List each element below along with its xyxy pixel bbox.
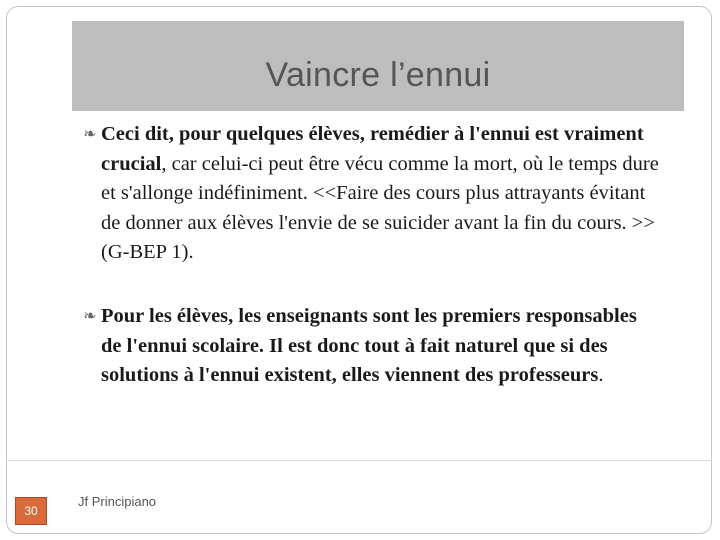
bullet-text: [101, 120, 661, 268]
bullet-marker-icon: ❧: [83, 126, 97, 143]
page-number-badge: 30: [15, 497, 47, 525]
slide-title: Vaincre l’ennui: [265, 56, 491, 94]
bullet-bold-text: Ceci dit, pour quelques élèves, remédier à l'ennui est vraiment crucial: [101, 123, 644, 175]
footer-divider: [6, 460, 712, 461]
bullet-text: [101, 302, 661, 391]
bullet-normal-text: , car celui-ci peut être vécu comme la mort, où le temps dure et s'allonge indéfiniment. <<Faire des cours plus attrayants évitant de donner aux élèves l'envie de se suicider avant la fin du cours. >>(G-BEP 1).: [101, 152, 659, 263]
bullet-marker-icon: ❧: [83, 308, 97, 325]
bullet-normal-text: .: [598, 364, 604, 386]
bullet-bold-text: Pour les élèves, les enseignants sont les premiers responsables de l'ennui scolaire. Il est donc tout à fait naturel que si des solutions à l'ennui existent, elles viennent des professeurs: [101, 305, 637, 386]
footer-author: Jf Principiano: [78, 494, 157, 509]
